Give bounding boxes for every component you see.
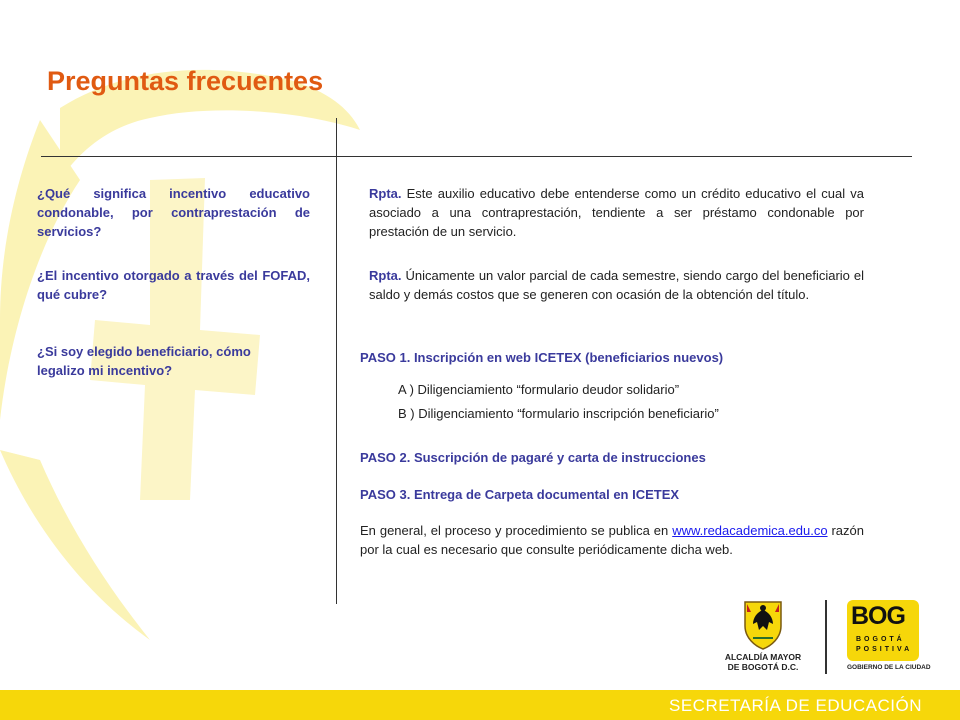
closing-text-before: En general, el proceso y procedimiento se publica en <box>360 523 673 538</box>
answer-2 <box>369 266 864 304</box>
closing-paragraph <box>360 521 864 559</box>
question-1: ¿Qué significa incentivo educativo condonable, por contraprestación de servicios? <box>37 186 310 239</box>
question-3: ¿Si soy elegido beneficiario, cómo legalizo mi incentivo? <box>37 344 251 378</box>
step-3-heading: PASO 3. Entrega de Carpeta documental en ICETEX <box>360 487 680 502</box>
closing-text-after: razón por la cual es necesario que consulte periódicamente dicha web. <box>360 523 864 557</box>
answer-1 <box>369 184 864 241</box>
bogota-crest-icon <box>741 598 785 650</box>
redacademica-link[interactable]: www.redacademica.edu.co <box>672 523 828 538</box>
answer-prefix: Rpta. <box>369 186 402 201</box>
answer-text: Únicamente un valor parcial de cada semestre, siendo cargo del beneficiario el saldo y demás costos que se generen con ocasión de la obtención del título. <box>369 268 864 302</box>
vertical-divider <box>336 118 337 604</box>
horizontal-divider <box>41 156 912 157</box>
step-1-substep-b: B ) Diligenciamiento “formulario inscripción beneficiario” <box>398 406 719 421</box>
footer-text: SECRETARÍA DE EDUCACIÓN <box>668 696 922 715</box>
bog-line-1: BOGOTÁ <box>856 636 905 643</box>
step-2-heading: PASO 2. Suscripción de pagaré y carta de instrucciones <box>360 450 706 465</box>
footer-bar <box>0 690 960 720</box>
logo-separator <box>825 600 827 674</box>
bog-badge <box>847 600 919 661</box>
step-1-substep-a: A ) Diligenciamiento “formulario deudor solidario” <box>398 382 680 397</box>
bogota-positiva-logo <box>847 600 931 680</box>
question-2: ¿El incentivo otorgado a través del FOFAD, qué cubre? <box>37 268 310 302</box>
answer-text: Este auxilio educativo debe entenderse como un crédito educativo el cual va asociado a una contraprestación, tendiente a ser préstamo condonable por prestación de un servicio. <box>369 186 864 239</box>
alcaldia-line-1: ALCALDÍA MAYOR <box>724 652 802 662</box>
alcaldia-line-2: DE BOGOTÁ D.C. <box>727 662 799 672</box>
page-title: Preguntas frecuentes <box>47 66 324 96</box>
bog-mark: BOG <box>851 602 905 630</box>
alcaldia-logo <box>712 598 814 680</box>
bog-line-2: POSITIVA <box>856 646 913 653</box>
answer-prefix: Rpta. <box>369 268 402 283</box>
step-1-heading: PASO 1. Inscripción en web ICETEX (beneficiarios nuevos) <box>360 350 724 365</box>
bog-subtitle: GOBIERNO DE LA CIUDAD <box>847 664 931 671</box>
